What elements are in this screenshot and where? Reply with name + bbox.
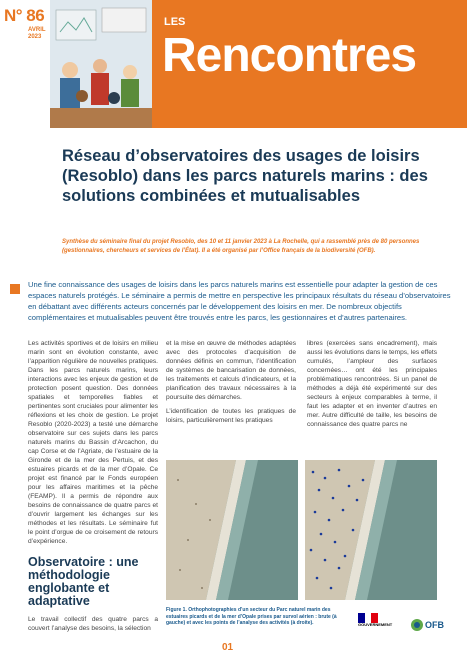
orthophoto-raw xyxy=(166,460,298,600)
issue-year: 2023 xyxy=(28,34,42,40)
article-title: Réseau d’observatoires des usages de loisirs (Resoblo) dans les parcs naturels marins : des solutions combinées et mutualisables xyxy=(62,147,428,205)
intro-square-icon xyxy=(10,284,20,294)
figure-caption: Figure 1. Orthophotographies d’un secteur du Parc naturel marin des estuaires picards et de la mer d’Opale prises par survol aérien : brute (à gauche) et avec les points de l’analyse des activités (à droite). xyxy=(166,607,337,626)
body-column-2: et la mise en œuvre de méthodes adaptées avec des protocoles d’acquisition de données définis en commun, l’identification de systèmes de bancarisation de données, les traitements et calculs d’indicateurs, et la planification des travaux nécessaires à la poursuite des démarches. xyxy=(166,340,296,401)
body-column-2-continued: L’identification de toutes les pratiques de loisirs, particulièrement les pratiques xyxy=(166,408,296,424)
body-column-3: libres (exercées sans encadrement), mais aussi les évolutions dans le temps, les effets cumulés, l’ampleur des surfaces concernées… ont été les principales problématiques rencontrées. Si un panel de méthodes a déjà été expérimenté sur des secteurs à enjeux comparables à terme, il faut les adapter et en inventer d’autres en mer. Autre difficulté de taille, les besoins de connaissance des quatre parcs ne xyxy=(307,340,437,428)
government-label: GOUVERNEMENT xyxy=(358,622,393,627)
masthead xyxy=(0,0,467,128)
article-intro: Une fine connaissance des usages de loisirs dans les parcs naturels marins est essentielle pour adapter la gestion de ces espaces naturels protégés. Le séminaire a permis de mettre en perspective les principaux résultats du réseau d’observatoires en débattant avec différents acteurs concernés par le développement des loisirs en mer. De nombreux objectifs complémentaires et mutualisables peuvent être trouvés entre les parcs, les gestionnaires et d’autres partenaires. xyxy=(28,280,451,322)
orthophoto-analysed xyxy=(305,460,437,600)
ofb-logo xyxy=(410,618,450,636)
series-banner xyxy=(152,0,467,128)
page-number: 01 xyxy=(222,642,234,653)
government-logo xyxy=(358,610,402,640)
series-prefix: LES xyxy=(164,16,186,28)
issue-block xyxy=(0,0,50,128)
section-heading: Observatoire : une méthodologie englobante et adaptative xyxy=(28,555,139,608)
article-summary: Synthèse du séminaire final du projet Resoblo, des 10 et 11 janvier 2023 à La Rochelle, qui a rassemblé près de 80 personnes (gestionnaires, chercheurs et services de l’État). Il a été organisé par l’Office français de la biodiversité (OFB). xyxy=(62,239,420,254)
body-column-1: Les activités sportives et de loisirs en milieu marin sont en évolution constante, avec l’apparition régulière de nouvelles pratiques. Dans les parcs naturels marins, leurs interactions avec les enjeux de gestion et de protection posent question. Des données spatiales et temporelles fiables et pertinentes sont cruciales pour alimenter les réflexions et les choix de gestion. Le projet Resoblo (2020-2023) a testé une démarche observatoire sur ces sujets dans les parcs naturels marins du Bassin d’Arcachon, du cap Corse et de l’Agriate, de l’estuaire de la Gironde et de la mer des Pertuis, et des estuaires picards et de la mer d’Opale. Ce projet est financé par le Fonds européen pour les affaires maritimes et la pêche (FEAMP). Il a permis de répondre aux besoins de connaissance de quatre parcs et d’ouvrir largement les échanges sur les méthodes et les résultats. Le séminaire fut le point d’orgue de ce croisement de retours d’expérience. xyxy=(28,340,158,545)
issue-month: AVRIL xyxy=(28,27,46,33)
series-name: Rencontres xyxy=(162,29,417,82)
body-column-1-continued: Le travail collectif des quatre parcs a couvert l’analyse des besoins, la sélection xyxy=(28,616,158,632)
ofb-label: OFB xyxy=(425,620,444,630)
cover-illustration xyxy=(50,0,152,128)
issue-number: N° 86 xyxy=(4,6,45,25)
